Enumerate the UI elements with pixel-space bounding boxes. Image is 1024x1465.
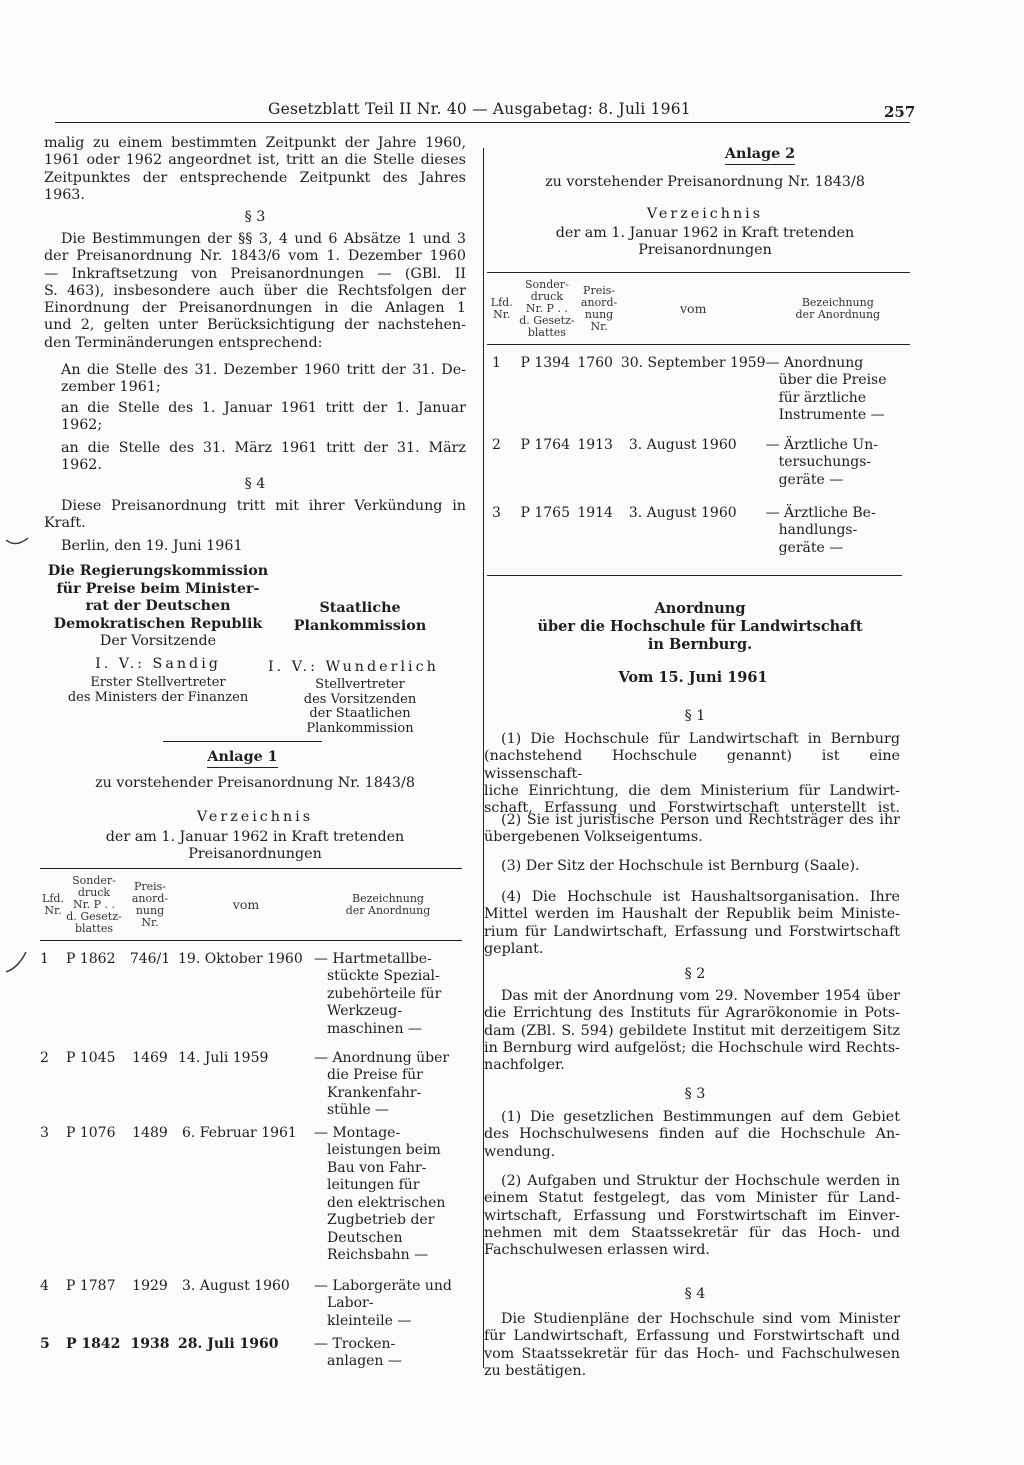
table-header [487,273,910,345]
ordinance-date: Vom 15. Juni 1961 [618,669,768,686]
paragraph-3-subsection-2: (2) Aufgaben und Struktur der Hochschule werden in einem Statut festgelegt, das vom Minister für Land- wirtschaft, Erfassung und Forstwirtschaft im Einver- nehmen mit dem Staatssekretär für das Hoch- und Fachschulwesen erlassen wird. [484,1173,900,1259]
signature-left-title: Erster Stellvertreter des Ministers der Finanzen [67,675,249,705]
header-rule [55,122,910,123]
anlage-2-subtitle: zu vorstehender Preisanordnung Nr. 1843/8 [545,174,865,190]
anlage-1-rule [163,741,322,742]
margin-mark [4,534,30,552]
left-continuation: malig zu einem bestimmten Zeitpunkt der Jahre 1960, 1961 oder 1962 angeordnet ist, tritt an die Stelle dieses Zeitpunktes der entsprechende Zeitpunkt des Jahres 1963. [44,135,466,203]
col-lfd-header: Lfd. Nr. [42,891,64,917]
section-4-text: Diese Preisanordnung tritt mit ihrer Verkündung in Kraft. [44,498,466,532]
signature-right-name: I. V.: Wunderlich [268,659,439,675]
table-row: 1 P 1394 1760 30. September 1959 — Anordnung über die Preise für ärztliche Instrumente — [492,354,887,423]
page-number: 257 [884,103,916,121]
place-date: Berlin, den 19. Juni 1961 [61,538,243,554]
table-row: 1 P 1862 746/1 19. Oktober 1960 — Hartmetallbe- stückte Spezial- zubehörteile für Werkzeug- maschinen — [40,950,442,1037]
running-header: Gesetzblatt Teil II Nr. 40 — Ausgabetag: 8. Juli 1961 [268,100,691,118]
paragraph-3-heading: § 3 [684,1086,706,1102]
table-row: 2 P 1045 1469 14. Juli 1959 — Anordnung über die Preise für Krankenfahr- stühle — [40,1049,450,1118]
anlage-2-title: Anlage 2 [690,146,830,165]
table-row: 3 P 1765 1914 3. August 1960 — Ärztliche Be- handlungs- geräte — [492,504,876,556]
signature-right-title: Stellvertreter des Vorsitzenden der Staatlichen Plankommission [303,677,417,736]
section-3-item-1: An die Stelle des 31. Dezember 1960 tritt der 31. De- zember 1961; [61,362,466,396]
ordinance-title: Anordnung über die Hochschule für Landwirtschaft in Bernburg. [537,600,863,653]
table-row: 4 P 1787 1929 3. August 1960 — Laborgeräte und Labor- kleinteile — [40,1277,452,1329]
verzeichnis-2-title: Verzeichnis [646,206,764,222]
col-vom-header: vom [679,300,707,316]
signature-left-name: I. V.: Sandig [95,656,221,672]
col-preisanordnung-header: Preis- anord- nung Nr. [131,879,169,929]
price-table-1 [40,868,462,1376]
table-row: 2 P 1764 1913 3. August 1960 — Ärztliche Un- tersuchungs- geräte — [492,436,878,488]
section-4-heading: § 4 [244,476,266,492]
table-row: 5 P 1842 1938 28. Juli 1960 — Trocken- anlagen — [40,1335,402,1369]
col-vom-header: vom [232,896,260,912]
verzeichnis-1-subtitle: der am 1. Januar 1962 in Kraft tretenden Preisanordnungen [105,829,405,863]
signature-left-org: Die Regierungskommission für Preise beim Minister- rat der Deutschen Demokratischen Republik [47,563,269,632]
margin-mark [4,950,30,978]
price-table-2 [487,272,910,563]
col-sonderdruck-header: Sonder- druck Nr. P . . d. Gesetz- blattes [519,277,575,339]
paragraph-1-subsection-2: (2) Sie ist juristische Person und Rechtsträger des ihr übergebenen Volkseigentums. [484,812,900,846]
paragraph-1-subsection-1: (1) Die Hochschule für Landwirtschaft in Bernburg (nachstehend Hochschule genannt) ist eine wissenschaft- liche Einrichtung, die dem Ministerium für Landwirt- schaft, Erfassung und Forstwirtschaft unterstellt ist. [484,731,900,817]
col-sonderdruck-header: Sonder- druck Nr. P . . d. Gesetz- blattes [66,873,122,935]
paragraph-3-subsection-1: (1) Die gesetzlichen Bestimmungen auf dem Gebiet des Hochschulwesens finden auf die Hochschule An- wendung. [484,1109,900,1160]
anlage-1-title: Anlage 1 [163,749,322,768]
section-3-heading: § 3 [244,209,266,225]
paragraph-4-text: Die Studienpläne der Hochschule sind vom Minister für Landwirtschaft, Erfassung und Forstwirtschaft und vom Staatssekretär für das Hoch- und Fachschulwesen zu bestätigen. [484,1311,900,1379]
table-header [40,869,462,941]
verzeichnis-1-title: Verzeichnis [196,809,314,825]
verzeichnis-2-subtitle: der am 1. Januar 1962 in Kraft tretenden Preisanordnungen [555,225,855,259]
anlage-1-subtitle: zu vorstehender Preisanordnung Nr. 1843/8 [95,775,415,791]
paragraph-2-text: Das mit der Anordnung vom 29. November 1954 über die Errichtung des Instituts für Agrarökonomie in Pots- dam (ZBl. S. 594) gebildete Institut mit derzeitigem Sitz in Bernburg wird aufgelöst; die Hochschule wird Rechts- nachfolger. [484,988,900,1074]
paragraph-1-subsection-3: (3) Der Sitz der Hochschule ist Bernburg (Saale). [501,858,860,874]
section-rule [487,575,902,576]
section-3-item-2: an die Stelle des 1. Januar 1961 tritt der 1. Januar 1962; [61,400,466,434]
col-bezeichnung-header: Bezeichnung der Anordnung [345,891,431,917]
paragraph-4-heading: § 4 [684,1286,706,1302]
paragraph-1-subsection-4: (4) Die Hochschule ist Haushaltsorganisation. Ihre Mittel werden im Haushalt der Republik beim Ministe- rium für Landwirtschaft, Erfassung und Forstwirtschaft geplant. [484,889,900,957]
table-row: 3 P 1076 1489 6. Februar 1961 — Montage- leistungen beim Bau von Fahr- leitungen für den elektrischen Zugbetrieb der Deutschen Reichsbahn — [40,1124,446,1263]
col-preisanordnung-header: Preis- anord- nung Nr. [580,283,618,333]
signature-left-role: Der Vorsitzende [99,633,217,649]
col-lfd-header: Lfd. Nr. [490,295,513,321]
paragraph-2-heading: § 2 [684,966,706,982]
signature-right-org: Staatliche Plankommission [293,600,427,634]
section-3-text: Die Bestimmungen der §§ 3, 4 und 6 Absätze 1 und 3 der Preisanordnung Nr. 1843/6 vom 1. Dezember 1960 — Inkraftsetzung von Preisanordnungen — (GBl. II S. 463), insbesondere auch über die Rechtsfolgen der Einordnung der Preisanordnungen in die Anlagen 1 und 2, gelten unter Berücksichtigung der nachstehen- den Terminänderungen entsprechend: [44,231,466,351]
section-3-item-3: an die Stelle des 31. März 1961 tritt der 31. März 1962. [61,440,466,474]
col-bezeichnung-header: Bezeichnung der Anordnung [795,295,881,321]
paragraph-1-heading: § 1 [684,708,706,724]
